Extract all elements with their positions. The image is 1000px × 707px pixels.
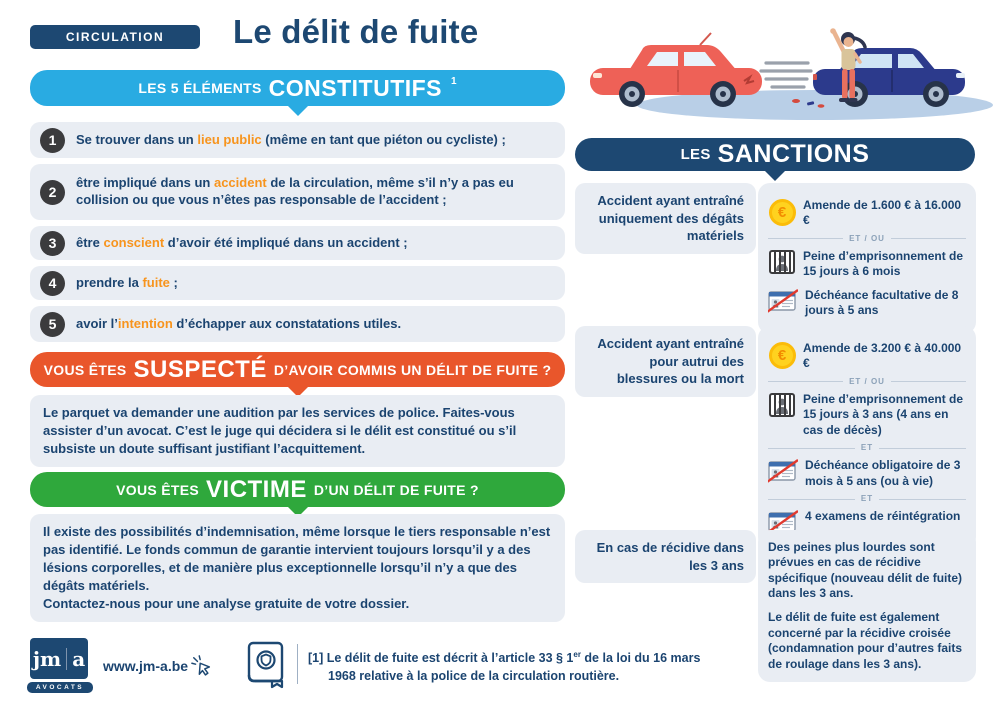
- victim-paragraph: [30, 514, 565, 622]
- connector-et: ET: [768, 443, 966, 453]
- category-badge: CIRCULATION: [30, 25, 200, 49]
- logo-avocats-bar: AVOCATS: [27, 682, 93, 693]
- banner-suffix: D’AVOIR COMMIS UN DÉLIT DE FUITE ?: [273, 361, 552, 378]
- suspect-paragraph: Le parquet va demander une audition par les services de police. Faites-vous assister d’un avocat. C’est le juge qui décidera si le délit est constitué ou s’il subsiste un doute suffisant justifiant l’acquittement.: [30, 395, 565, 467]
- logo-text: jm: [32, 646, 62, 671]
- number-badge: 3: [40, 231, 65, 256]
- number-badge: 1: [40, 128, 65, 153]
- number-badge: 5: [40, 312, 65, 337]
- euro-coin-icon: €: [768, 198, 796, 226]
- website-url[interactable]: www.jm-a.be: [103, 658, 189, 674]
- suspect-banner: [30, 352, 565, 387]
- banner-emphasis: SUSPECTÉ: [133, 355, 267, 383]
- sanction-license-loss: Déchéance facultative de 8 jours à 5 ans: [768, 288, 966, 319]
- element-item-5: [30, 306, 565, 342]
- victim-text-1: Il existe des possibilités d’indemnisation, même lorsque le tiers responsable n’est pas identifié. Le fonds commun de garantie intervient toujours lorsqu’il y a des lésions corporelles, et de manière plus exceptionnelle lorsqu’il n’y a que des dégâts matériels.: [43, 524, 551, 593]
- banner-emphasis: VICTIME: [206, 475, 307, 503]
- element-item-4: [30, 266, 565, 300]
- element-item-3: [30, 226, 565, 260]
- pointer-down-icon: [287, 105, 309, 116]
- logo-divider: [66, 648, 67, 670]
- element-text: avoir l’intention d’échapper aux constatations utiles.: [76, 315, 402, 331]
- connector-et-ou: ET / OU: [768, 377, 966, 387]
- banner-emphasis: SANCTIONS: [717, 140, 870, 168]
- pointer-down-icon: [764, 170, 786, 181]
- sanction-case-label-2: Accident ayant entraîné pour autrui des blessures ou la mort: [575, 326, 756, 397]
- jma-logo: [30, 638, 88, 679]
- banner-prefix: LES 5 ÉLÉMENTS: [138, 80, 262, 96]
- banner-prefix: LES: [680, 146, 711, 163]
- accident-illustration: [580, 8, 1000, 126]
- sanction-prison: Peine d’emprisonnement de 15 jours à 3 ans (4 ans en cas de décès): [768, 392, 966, 438]
- banner-suffix: D’UN DÉLIT DE FUITE ?: [313, 481, 479, 498]
- sanction-reintegration-exams: 4 examens de réintégration: [768, 509, 966, 534]
- sanction-license-loss: Déchéance obligatoire de 3 mois à 5 ans (ou à vie): [768, 458, 966, 489]
- sanction-prison: Peine d’emprisonnement de 15 jours à 6 mois: [768, 249, 966, 280]
- footnote-ref: 1: [451, 75, 457, 87]
- sanction-detail-box-2: [758, 326, 976, 549]
- number-badge: 2: [40, 180, 65, 205]
- click-hand-icon: [191, 655, 213, 677]
- logo-text: a: [72, 646, 86, 671]
- banner-emphasis: CONSTITUTIFS: [268, 74, 443, 101]
- element-item-2: [30, 164, 565, 220]
- banner-prefix: VOUS ÊTES: [116, 481, 200, 498]
- jail-icon: [768, 392, 796, 417]
- element-text: être conscient d’avoir été impliqué dans un accident ;: [76, 234, 408, 250]
- euro-coin-icon: €: [768, 341, 796, 369]
- sanction-fine: € Amende de 1.600 € à 16.000 €: [768, 198, 966, 229]
- connector-et-ou: ET / OU: [768, 234, 966, 244]
- website-link[interactable]: [103, 655, 213, 677]
- sanction-case-label-1: Accident ayant entraîné uniquement des dégâts matériels: [575, 183, 756, 254]
- law-book-icon: [246, 641, 286, 689]
- recidive-text-2: Le délit de fuite est également concerné par la récidive croisée (condamnation pour d’autres faits de roulage dans les 3 ans).: [768, 610, 963, 671]
- recidive-text-1: Des peines plus lourdes sont prévues en cas de récidive spécifique (nouveau délit de fuite) dans les 3 ans.: [768, 540, 963, 601]
- sanction-detail-box-3: [758, 530, 976, 682]
- element-text: Se trouver dans un lieu public (même en tant que piéton ou cycliste) ;: [76, 131, 506, 147]
- speed-lines-icon: [761, 63, 811, 87]
- connector-et: ET: [768, 494, 966, 504]
- element-text: être impliqué dans un accident de la circulation, même s’il n’y a pas eu collision ou que vous n’êtes pas responsable de l’accident ;: [76, 175, 514, 207]
- victim-banner: [30, 472, 565, 507]
- page-title: Le délit de fuite: [233, 13, 479, 50]
- license-revoked-icon: [768, 458, 798, 483]
- victim-text-2: Contactez-nous pour une analyse gratuite de votre dossier.: [43, 595, 410, 611]
- license-revoked-icon: [768, 288, 798, 313]
- footer-divider: [297, 644, 298, 684]
- constitutive-elements-banner: [30, 70, 565, 106]
- element-text: prendre la fuite ;: [76, 274, 178, 290]
- jail-icon: [768, 249, 796, 274]
- sanctions-banner: [575, 138, 975, 171]
- element-item-1: [30, 122, 565, 158]
- sanction-fine: € Amende de 3.200 € à 40.000 €: [768, 341, 966, 372]
- number-badge: 4: [40, 271, 65, 296]
- sanction-detail-box-1: [758, 183, 976, 334]
- banner-prefix: VOUS ÊTES: [43, 361, 127, 378]
- sanction-case-label-3: En cas de récidive dans les 3 ans: [575, 530, 756, 583]
- legal-footnote: [1] Le délit de fuite est décrit à l’article 33 § 1er de la loi du 16 mars 1968 relative à la police de la circulation routière.: [308, 650, 701, 683]
